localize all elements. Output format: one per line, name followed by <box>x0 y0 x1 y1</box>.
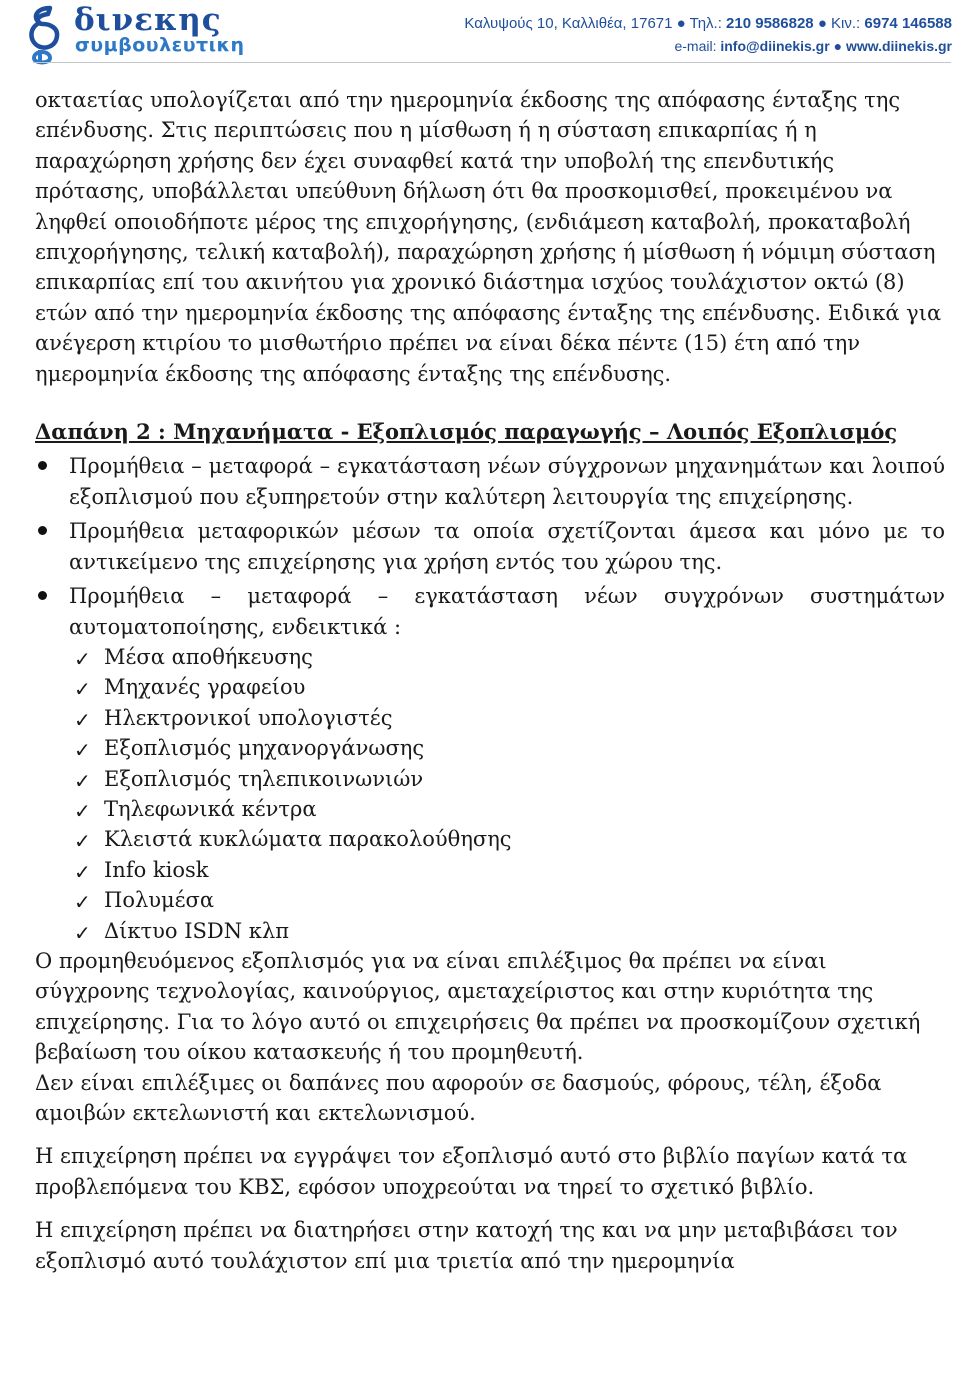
list-item: ✓ Πολυμέσα <box>35 885 945 915</box>
brand-name: δινεκης <box>74 2 222 38</box>
list-item: ✓ Τηλεφωνικά κέντρα <box>35 794 945 824</box>
checkmark-icon: ✓ <box>74 707 91 732</box>
document-body <box>35 85 945 1276</box>
list-item: Προμήθεια – μεταφορά – εγκατάσταση νέων συγχρόνων συστημάτων αυτοματοποίησης, ενδεικτικά : <box>35 581 945 642</box>
separator-dot: ● <box>833 38 846 54</box>
contact-line-web <box>674 38 952 54</box>
list-item: ✓ Δίκτυο ISDN κλπ <box>35 916 945 946</box>
paragraph-retention: Η επιχείρηση πρέπει να διατηρήσει στην κατοχή της και να μην μεταβιβάσει τον εξοπλισμό αυτό τουλάχιστον επί μια τριετία από την ημερομηνία <box>35 1218 898 1273</box>
list-item: ✓ Κλειστά κυκλώματα παρακολούθησης <box>35 824 945 854</box>
checkmark-icon: ✓ <box>74 829 91 854</box>
bullet-list <box>35 451 945 641</box>
website-link[interactable]: www.diinekis.gr <box>845 38 952 54</box>
list-item: Προμήθεια – μεταφορά – εγκατάσταση νέων σύγχρονων μηχανημάτων και λοιπού εξοπλισμού που εξυπηρετούν στην καλύτερη λειτουργία της επιχείρησης. <box>35 451 945 512</box>
separator-dot: ● <box>817 15 832 32</box>
checkmark-icon: ✓ <box>74 646 91 671</box>
list-item: ✓ Info kiosk <box>35 855 945 885</box>
address: Καλυψούς 10, Καλλιθέα, 17671 <box>464 15 673 32</box>
list-item: ✓ Μηχανές γραφείου <box>35 672 945 702</box>
paragraph-equipment-requirements: Ο προμηθευόμενος εξοπλισμός για να είναι επιλέξιμος θα πρέπει να είναι σύγχρονης τεχνολογίας, καινούργιος, αμεταχείριστος και στην κυριότητα της επιχείρησης. Για το λόγο αυτό οι επιχειρήσεις θα πρέπει να προσκομίζουν σχετική βεβαίωση του οίκου κατασκευής ή του προμηθευτή. <box>35 948 921 1065</box>
phone-number: 210 9586828 <box>726 15 814 32</box>
checkmark-icon: ✓ <box>74 859 91 884</box>
checkmark-icon: ✓ <box>74 738 91 763</box>
section-heading: Δαπάνη 2 : Μηχανήματα - Εξοπλισμός παραγωγής – Λοιπός Εξοπλισμός <box>35 419 898 445</box>
checkmark-icon: ✓ <box>74 677 91 702</box>
separator-dot: ● <box>676 15 690 32</box>
list-item: ✓ Μέσα αποθήκευσης <box>35 642 945 672</box>
phone-label: Τηλ.: <box>689 15 722 32</box>
paragraph-asset-registration: Η επιχείρηση πρέπει να εγγράψει τον εξοπλισμό αυτό στο βιβλίο παγίων κατά τα προβλεπόμενα του ΚΒΣ, εφόσον υποχρεούται να τηρεί το σχετικό βιβλίο. <box>35 1144 908 1199</box>
paragraph-ineligible-costs: Δεν είναι επιλέξιμες οι δαπάνες που αφορούν σε δασμούς, φόρους, τέλη, έξοδα αμοιβών εκτελωνιστή και εκτελωνισμού. <box>35 1070 882 1125</box>
letterhead <box>0 0 960 75</box>
email-link[interactable]: info@diinekis.gr <box>720 38 830 54</box>
list-item: ✓ Εξοπλισμός μηχανοργάνωσης <box>35 733 945 763</box>
checkmark-icon: ✓ <box>74 890 91 915</box>
list-item: Προμήθεια μεταφορικών μέσων τα οποία σχετίζονται άμεσα και μόνο με το αντικείμενο της επιχείρησης για χρήση εντός του χώρου της. <box>35 516 945 577</box>
list-item: ✓ Ηλεκτρονικοί υπολογιστές <box>35 703 945 733</box>
mobile-number: 6974 146588 <box>864 15 952 32</box>
contact-line-address <box>464 15 952 32</box>
checkmark-icon: ✓ <box>74 920 91 945</box>
check-list <box>35 642 945 946</box>
header-divider <box>33 62 951 63</box>
list-item: ✓ Εξοπλισμός τηλεπικοινωνιών <box>35 764 945 794</box>
email-label: e-mail: <box>674 38 717 54</box>
checkmark-icon: ✓ <box>74 768 91 793</box>
checkmark-icon: ✓ <box>74 798 91 823</box>
company-logo-icon <box>26 4 66 66</box>
mobile-label: Κιν.: <box>831 15 861 32</box>
brand-subtitle: συμβουλευτικη <box>75 34 245 56</box>
paragraph-lease-terms: οκταετίας υπολογίζεται από την ημερομηνία έκδοσης της απόφασης ένταξης της επένδυσης. Στις περιπτώσεις που η μίσθωση ή η σύσταση επικαρπίας ή η παραχώρηση χρήσης δεν έχει συναφθεί κατά την υποβολή της επενδυτικής πρότασης, υποβάλλεται υπεύθυνη δήλωση ότι θα προσκομισθεί, προκειμένου να ληφθεί οποιοδήποτε μέρος της επιχορήγησης, (ενδιάμεση καταβολή, προκαταβολή επιχορήγησης, τελική καταβολή), παραχώρηση χρήσης ή μίσθωση ή νόμιμη σύσταση επικαρπίας επί του ακινήτου για χρονικό διάστημα ισχύος τουλάχιστον οκτώ (8) ετών από την ημερομηνία έκδοσης της απόφασης ένταξης της επένδυσης. Ειδικά για ανέγερση κτιρίου το μισθωτήριο πρέπει να είναι δέκα πέντε (15) έτη από την ημερομηνία έκδοσης της απόφασης ένταξης της επένδυσης. <box>35 88 942 386</box>
